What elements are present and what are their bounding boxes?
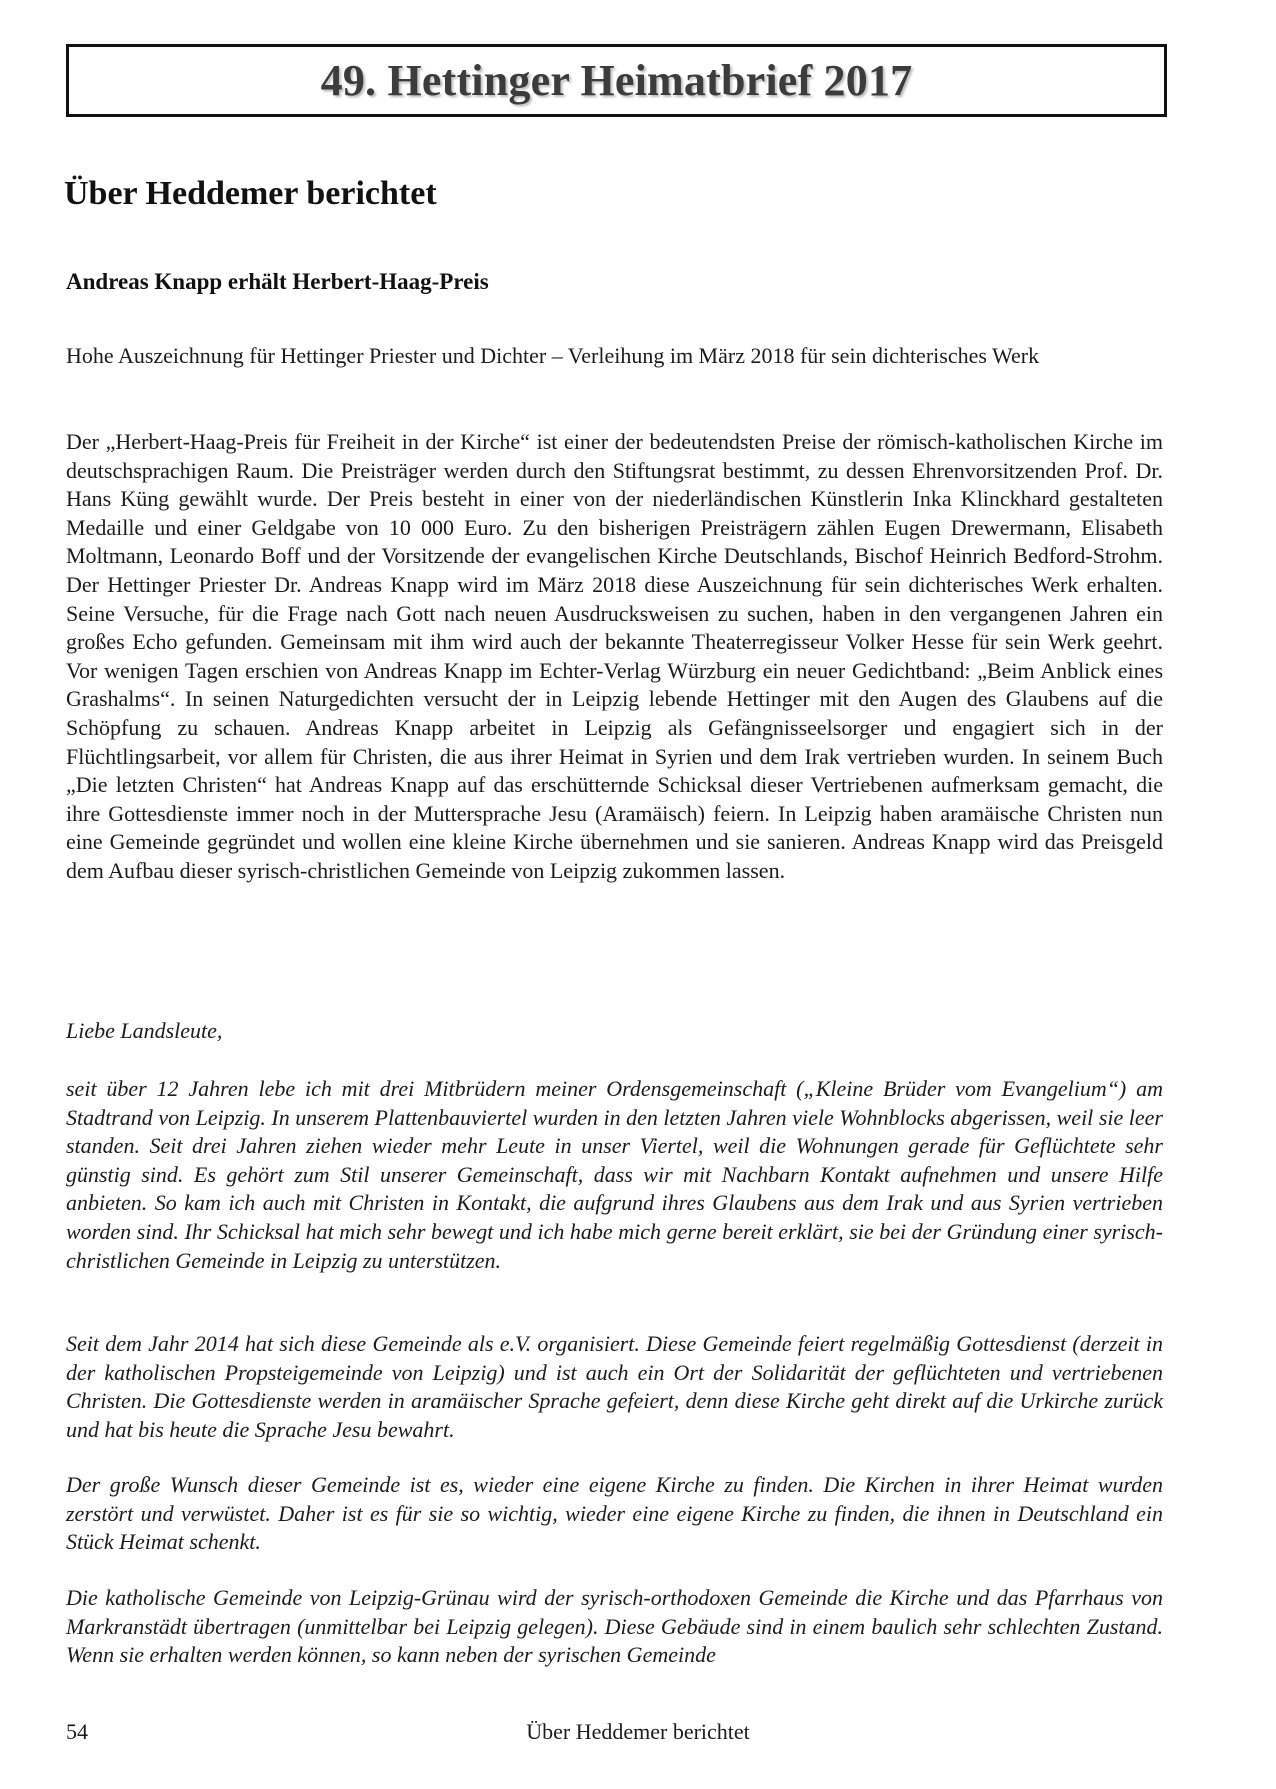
letter-paragraph: Seit dem Jahr 2014 hat sich diese Gemeinde als e.V. organisiert. Diese Gemeinde feiert regelmäßig Gottesdienst (derzeit in der katholischen Propsteigemeinde von Leipzig) und ist auch ein Ort der Solidarität der geflüchteten und vertriebenen Christen. Die Gottesdienste werden in aramäischer Sprache gefeiert, denn diese Kirche geht direkt auf die Urkirche zurück und hat bis heute die Sprache Jesu bewahrt.: [66, 1331, 1163, 1442]
article-subtitle: Hohe Auszeichnung für Hettinger Priester und Dichter – Verleihung im März 2018 für sein dichterisches Werk: [66, 343, 1040, 368]
letter-paragraph: Die katholische Gemeinde von Leipzig-Grünau wird der syrisch-orthodoxen Gemeinde die Kirche und das Pfarrhaus von Markranstädt übertragen (unmittelbar bei Leipzig gelegen). Diese Gebäude sind in einem baulich sehr schlechten Zustand. Wenn sie erhalten werden können, so kann neben der syrischen Gemeinde: [66, 1585, 1163, 1668]
page-title: 49. Hettinger Heimatbrief 2017: [320, 56, 913, 105]
article-body: Der „Herbert-Haag-Preis für Freiheit in der Kirche“ ist einer der bedeutendsten Preise der römisch-katholischen Kirche im deutschsprachigen Raum. Die Preisträger werden durch den Stiftungsrat bestimmt, zu dessen Ehrenvorsitzenden Prof. Dr. Hans Küng gewählt wurde. Der Preis besteht in einer von der niederländischen Künstlerin Inka Klinckhard gestalteten Medaille und einer Geldgabe von 10 000 Euro. Zu den bisherigen Preisträgern zählen Eugen Drewermann, Elisabeth Moltmann, Leonardo Boff und der Vorsitzende der evangelischen Kirche Deutschlands, Bischof Heinrich Bedford-Strohm. Der Hettinger Priester Dr. Andreas Knapp wird im März 2018 diese Auszeichnung für sein dichterisches Werk erhalten. Seine Versuche, für die Frage nach Gott nach neuen Ausdrucksweisen zu suchen, haben in den vergangenen Jahren ein großes Echo gefunden. Gemeinsam mit ihm wird auch der bekannte Theaterregisseur Volker Hesse für sein Werk geehrt. Vor wenigen Tagen erschien von Andreas Knapp im Echter-Verlag Würzburg ein neuer Gedichtband: „Beim Anblick eines Grashalms“. In seinen Naturgedichten versucht der in Leipzig lebende Hettinger mit den Augen des Glaubens auf die Schöpfung zu schauen. Andreas Knapp arbeitet in Leipzig als Gefängnisseelsorger und engagiert sich in der Flüchtlingsarbeit, vor allem für Christen, die aus ihrer Heimat in Syrien und dem Irak vertrieben wurden. In seinem Buch „Die letzten Christen“ hat Andreas Knapp auf das erschütternde Schicksal dieser Vertriebenen aufmerksam gemacht, die ihre Gottesdienste immer noch in der Muttersprache Jesu (Aramäisch) feiern. In Leipzig haben aramäische Christen nun eine Gemeinde gegründet und wollen eine kleine Kirche übernehmen und sie sanieren. Andreas Knapp wird das Preisgeld dem Aufbau dieser syrisch-christlichen Gemeinde von Leipzig zukommen lassen.: [66, 429, 1163, 883]
letter-salutation: Liebe Landsleute,: [66, 1018, 223, 1043]
letter-paragraph: Der große Wunsch dieser Gemeinde ist es, wieder eine eigene Kirche zu finden. Die Kirchen in ihrer Heimat wurden zerstört und verwüstet. Daher ist es für sie so wichtig, wieder eine eigene Kirche zu finden, die ihnen in Deutschland ein Stück Heimat schenkt.: [66, 1472, 1163, 1555]
header-title-box: [66, 44, 1167, 117]
footer-running-title: Über Heddemer berichtet: [526, 1719, 750, 1744]
page-number: 54: [66, 1719, 88, 1744]
letter-paragraph: seit über 12 Jahren lebe ich mit drei Mitbrüdern meiner Ordensgemeinschaft („Kleine Brüder vom Evangelium“) am Stadtrand von Leipzig. In unserem Plattenbauviertel wurden in den letzten Jahren viele Wohnblocks abgerissen, weil sie leer standen. Seit drei Jahren ziehen wieder mehr Leute in unser Viertel, weil die Wohnungen gerade für Geflüchtete sehr günstig sind. Es gehört zum Stil unserer Gemeinschaft, dass wir mit Nachbarn Kontakt aufnehmen und unsere Hilfe anbieten. So kam ich auch mit Christen in Kontakt, die aufgrund ihres Glaubens aus dem Irak und aus Syrien vertrieben worden sind. Ihr Schicksal hat mich sehr bewegt und ich habe mich gerne bereit erklärt, sie bei der Gründung einer syrisch-christlichen Gemeinde in Leipzig zu unterstützen.: [66, 1076, 1163, 1273]
article-title: Andreas Knapp erhält Herbert-Haag-Preis: [66, 269, 489, 294]
section-heading: Über Heddemer berichtet: [64, 175, 437, 212]
